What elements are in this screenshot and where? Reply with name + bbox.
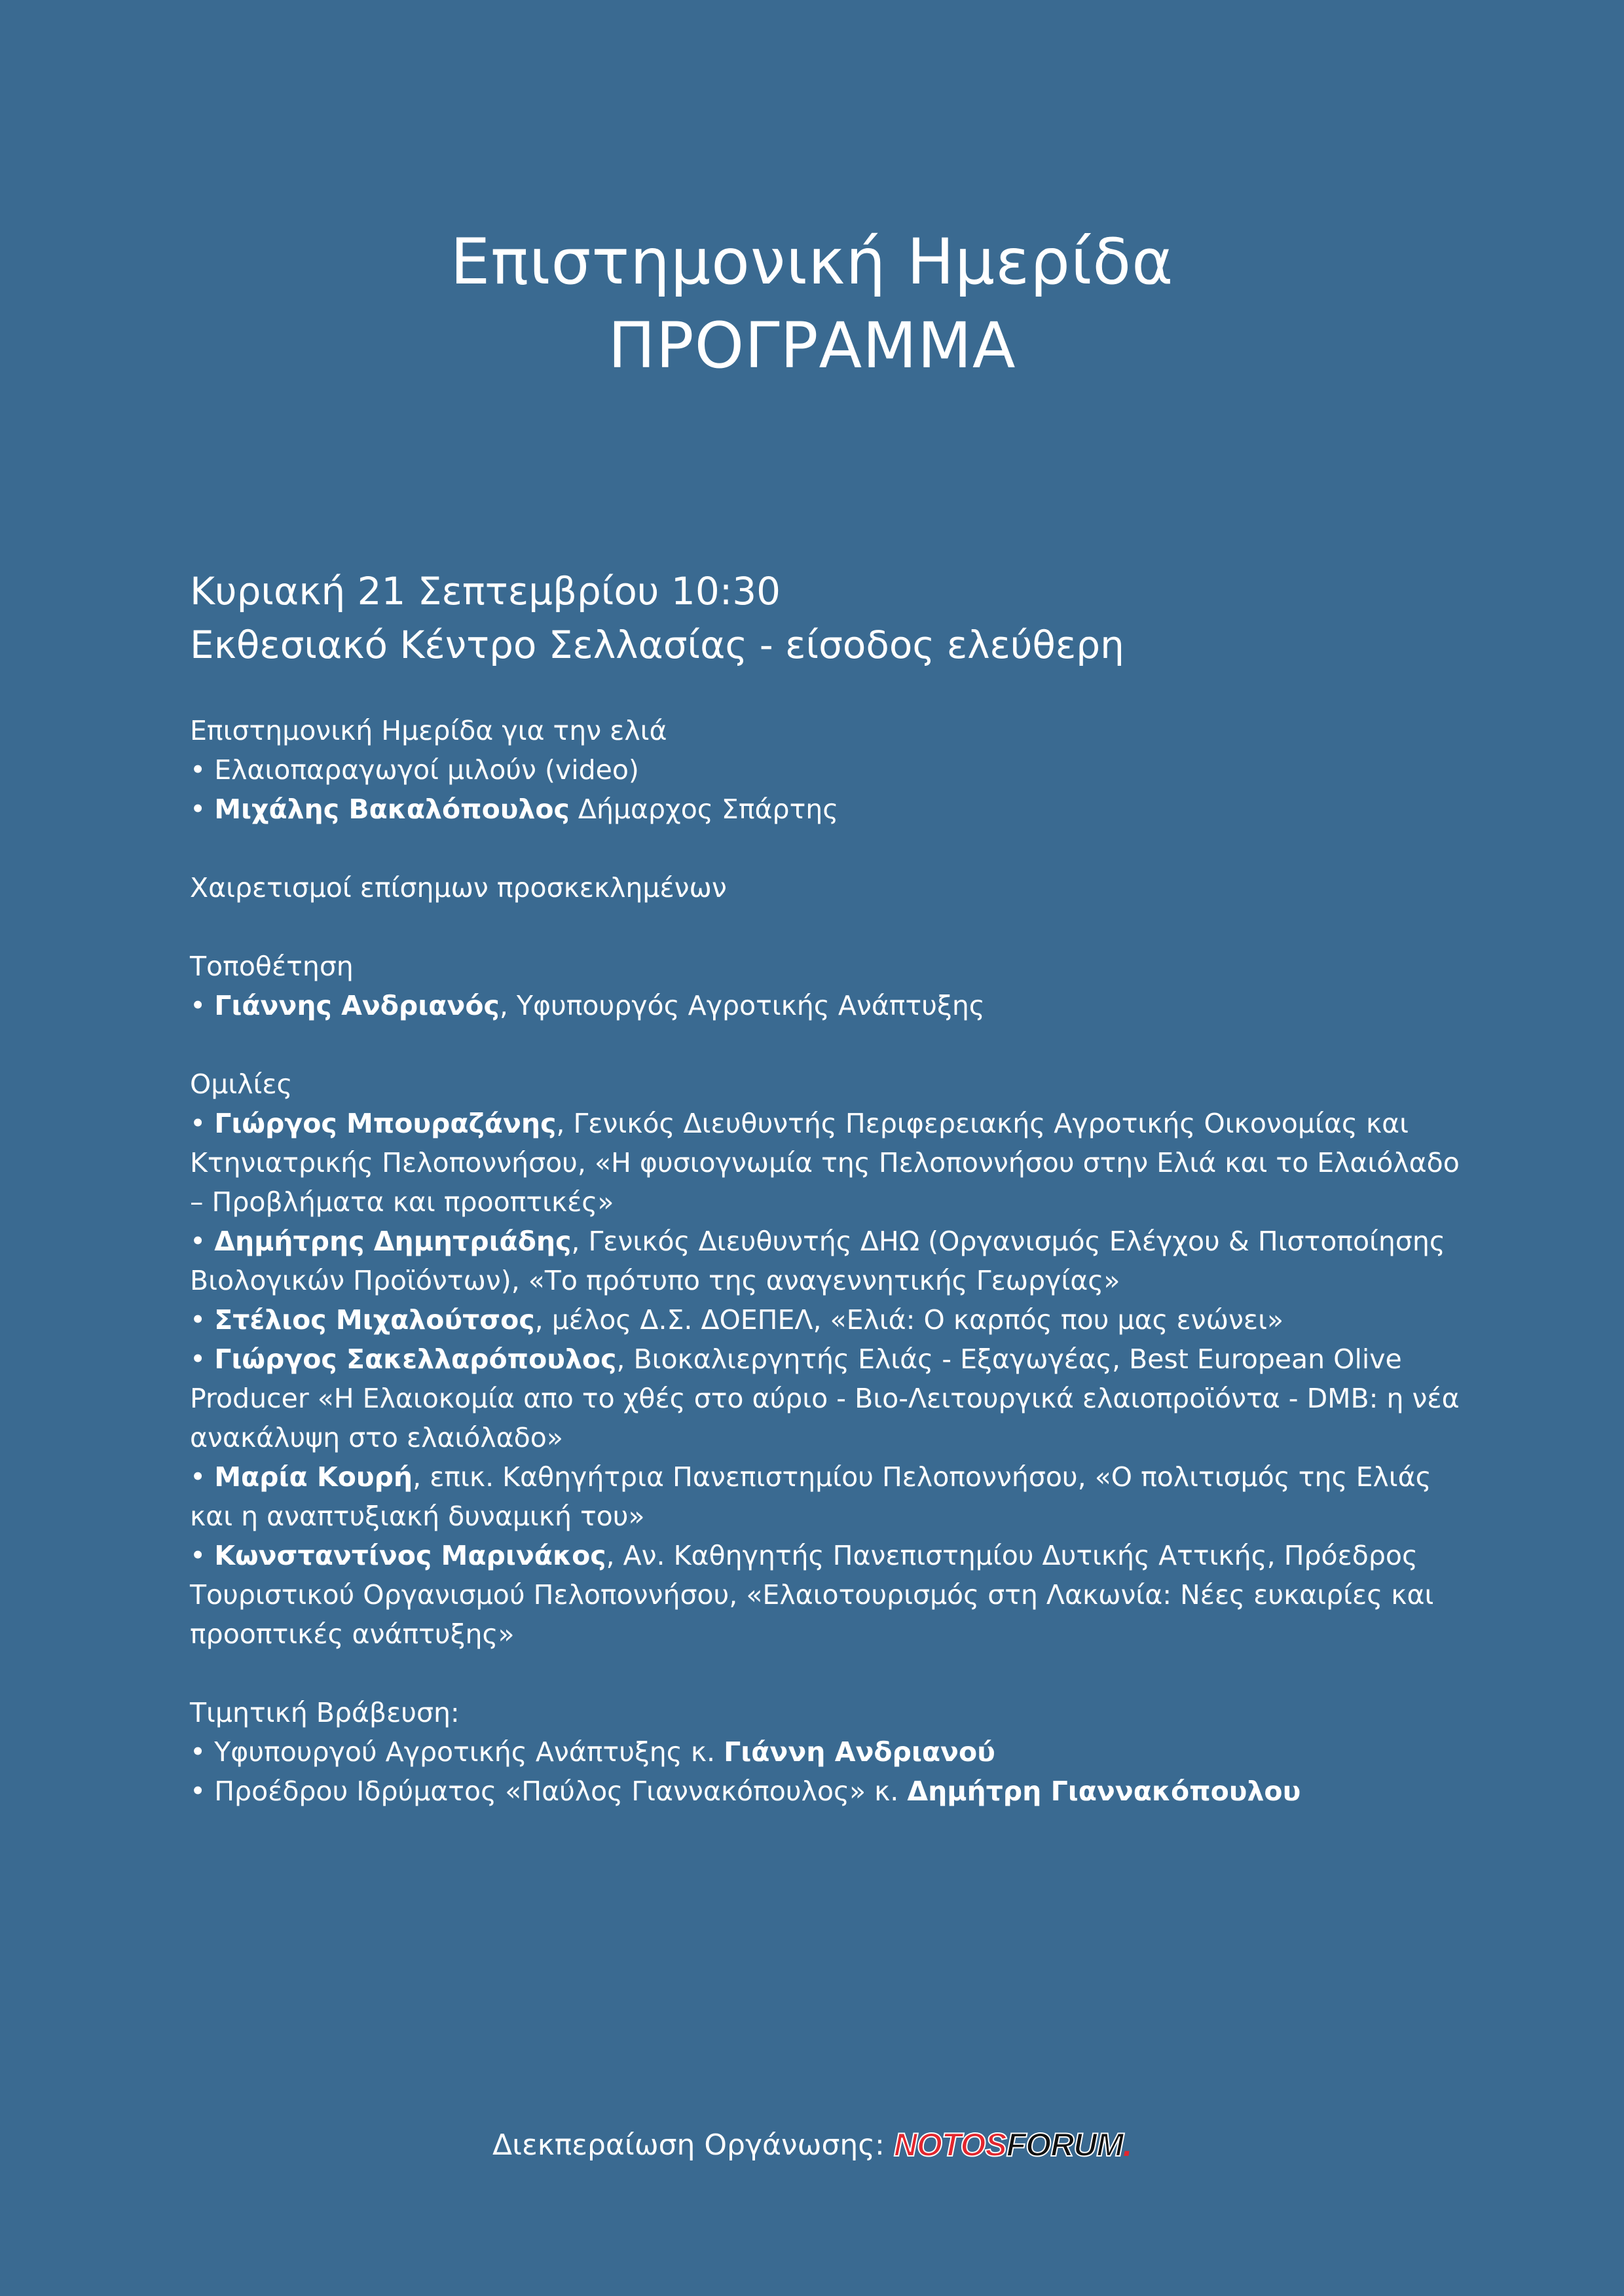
section-title-greetings: Χαιρετισμοί επίσημων προσκεκλημένων [190, 872, 727, 903]
opening-section [190, 711, 1460, 829]
speaker-name: Δημήτρης Δημητριάδης [214, 1226, 572, 1257]
speaker-name: Στέλιος Μιχαλούτσος [214, 1304, 535, 1336]
speaker-name: Γιώργος Μπουραζάνης [214, 1108, 557, 1139]
talks-section [190, 1065, 1460, 1654]
item-text: Προέδρου Ιδρύματος «Παύλος Γιαννακόπουλος» κ. [214, 1776, 908, 1807]
logo-forum-text: FORUM [1006, 2126, 1124, 2163]
notosforum-logo [894, 2125, 1132, 2164]
item-text: , Βιοκαλιεργητής Ελιάς - Εξαγωγέας, Best European Olive Producer «Η Ελαιοκομία απο το χθές στο αύριο - Βιο-Λειτουργικά ελαιοπροϊόντα - DMB: η νέα ανακάλυψη στο ελαιόλαδο» [190, 1343, 1460, 1453]
item-text: , μέλος Δ.Σ. ΔΟΕΠΕΛ, «Ελιά: Ο καρπός που μας ενώνει» [534, 1304, 1284, 1336]
list-item [190, 1300, 1460, 1339]
item-text: , Υφυπουργός Αγροτικής Ανάπτυξης [499, 990, 985, 1021]
awards-section [190, 1693, 1460, 1811]
list-item [190, 1339, 1460, 1457]
item-text: , Αν. Καθηγητής Πανεπιστημίου Δυτικής Αττικής, Πρόεδρος Τουριστικού Οργανισμού Πελοποννήσου, «Ελαιοτουρισμός στη Λακωνία: Νέες ευκαιρίες και προοπτικές ανάπτυξης» [190, 1540, 1434, 1650]
honoree-name: Δημήτρη Γιαννακόπουλου [907, 1776, 1301, 1807]
item-text: Υφυπουργού Αγροτικής Ανάπτυξης κ. [214, 1736, 724, 1768]
list-item [190, 1222, 1460, 1300]
speaker-name: Μιχάλης Βακαλόπουλος [214, 793, 570, 825]
footer [0, 2125, 1624, 2165]
section-title-awards: Τιμητική Βράβευση: [190, 1697, 460, 1728]
greetings-section [190, 868, 1460, 907]
item-text: , επικ. Καθηγήτρια Πανεπιστημίου Πελοποννήσου, «Ο πολιτισμός της Ελιάς και η αναπτυξιακή δυναμική του» [190, 1461, 1431, 1532]
footer-label: Διεκπεραίωση Οργάνωσης: [492, 2128, 885, 2162]
list-item [190, 1457, 1460, 1536]
speaker-name: Κωνσταντίνος Μαρινάκος [214, 1540, 606, 1571]
page-header [0, 220, 1624, 388]
item-text: , Γενικός Διευθυντής ΔΗΩ (Οργανισμός Ελέγχου & Πιστοποίησης Βιολογικών Προϊόντων), «Το πρότυπο της αναγεννητικής Γεωργίας» [190, 1226, 1445, 1296]
section-title-positioning: Τοποθέτηση [190, 951, 354, 982]
list-item [190, 1772, 1460, 1811]
speaker-name: Γιώργος Σακελλαρόπουλος [214, 1343, 617, 1375]
list-item [190, 1536, 1460, 1654]
event-info [190, 564, 1460, 672]
list-item [190, 1104, 1460, 1222]
event-datetime: Κυριακή 21 Σεπτεμβρίου 10:30 [190, 569, 781, 613]
logo-notos-text: NOTOS [893, 2126, 1006, 2163]
honoree-name: Γιάννη Ανδριανού [724, 1736, 995, 1768]
section-title-talks: Ομιλίες [190, 1068, 293, 1100]
event-venue: Εκθεσιακό Κέντρο Σελλασίας - είσοδος ελεύθερη [190, 623, 1124, 667]
item-text: Δήμαρχος Σπάρτης [569, 793, 839, 825]
section-title-opening: Επιστημονική Ημερίδα για την ελιά [190, 715, 667, 746]
list-item [190, 790, 1460, 829]
page-title: Επιστημονική Ημερίδα [450, 225, 1174, 299]
logo-dot: . [1123, 2126, 1132, 2163]
list-item [190, 986, 1460, 1025]
list-item [190, 1732, 1460, 1772]
positioning-section [190, 947, 1460, 1025]
list-item [190, 750, 1460, 790]
item-text: Ελαιοπαραγωγοί μιλούν (video) [214, 754, 639, 786]
item-text: , Γενικός Διευθυντής Περιφερειακής Αγροτικής Οικονομίας και Κτηνιατρικής Πελοποννήσου, «Η φυσιογνωμία της Πελοποννήσου στην Ελιά και το Ελαιόλαδο – Προβλήματα και προοπτικές» [190, 1108, 1460, 1218]
page-subtitle: ΠΡΟΓΡΑΜΜΑ [608, 309, 1016, 382]
speaker-name: Μαρία Κουρή [214, 1461, 413, 1493]
speaker-name: Γιάννης Ανδριανός [214, 990, 500, 1021]
program-content [190, 564, 1460, 1850]
